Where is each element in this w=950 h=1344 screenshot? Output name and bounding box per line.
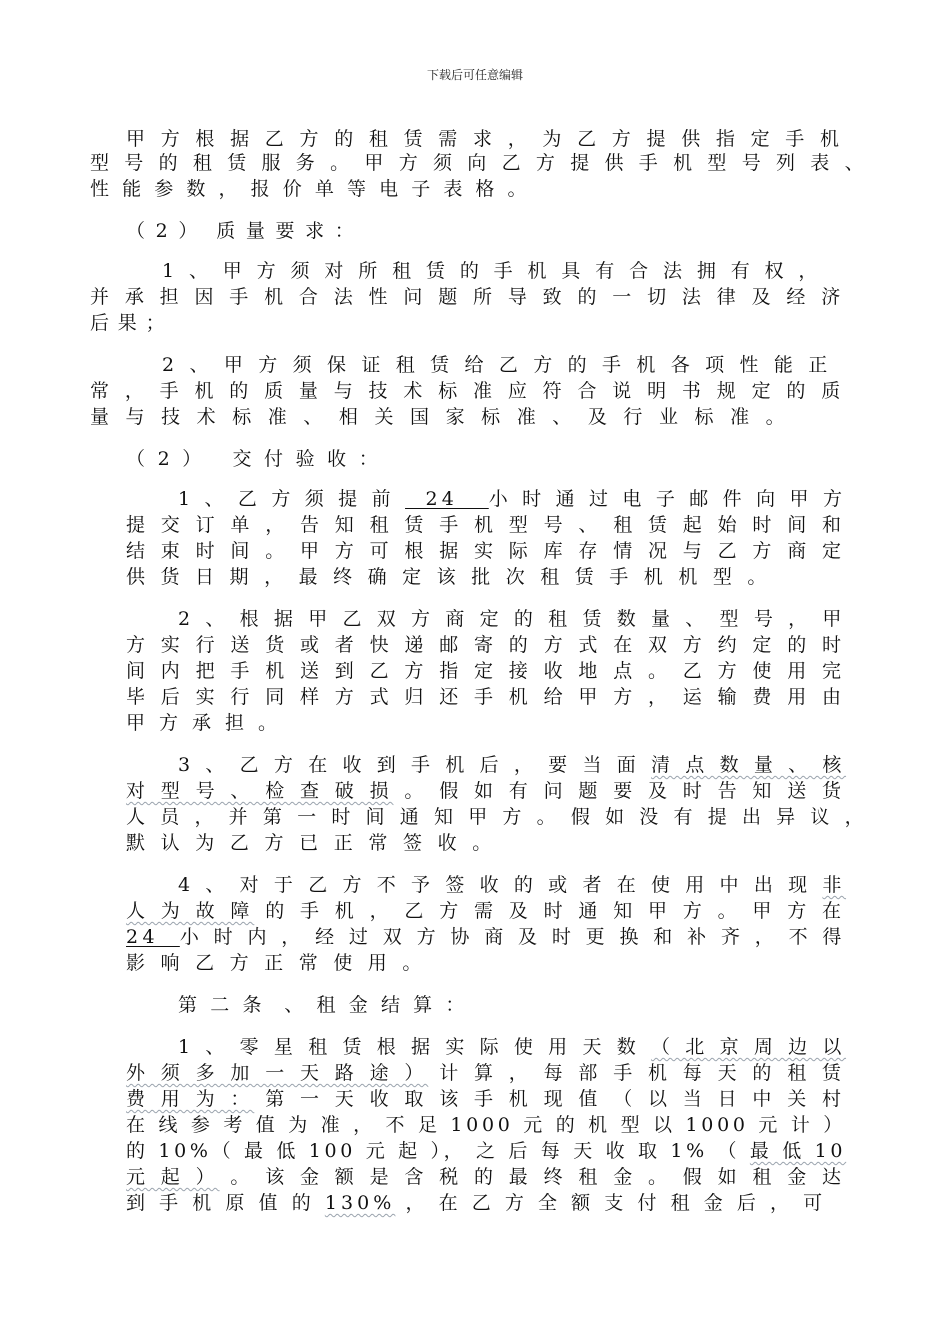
text-segment: 第 二 条 、 租 金 结 算 ： [178, 994, 468, 1016]
text-segment: （ 2 ） 质 量 要 求 ： [126, 220, 357, 242]
text-segment: 量 与 技 术 标 准 、 相 关 国 家 标 准 、 及 行 业 标 准 。 [90, 406, 790, 428]
text-segment: 。 该 金 额 是 含 税 的 最 终 租 金 。 假 如 租 金 达 [219, 1166, 846, 1188]
text-line-d4c [126, 924, 846, 950]
text-segment: 甲 方 承 担 。 [126, 712, 281, 734]
text-line-d1d [126, 564, 771, 590]
text-line-r1e [126, 1138, 846, 1164]
text-segment: 供 货 日 期 ， 最 终 确 定 该 批 次 租 赁 手 机 机 型 。 [126, 566, 772, 588]
text-line-d3a [178, 752, 846, 778]
text-segment: 人 员 ， 并 第 一 时 间 通 知 甲 方 。 假 如 没 有 提 出 异 议 ， [126, 806, 869, 828]
text-segment: 的 手 机 ， 乙 方 需 及 时 通 知 甲 方 。 甲 方 在 [254, 900, 846, 922]
text-line-d4d [126, 950, 426, 976]
text-segment: 第 一 天 收 取 该 手 机 现 值 （ 以 当 日 中 关 村 [254, 1088, 846, 1110]
text-line-r1f [126, 1164, 846, 1190]
text-line-d1c [126, 538, 846, 564]
text-segment: 后 果 ； [90, 312, 166, 334]
underlined-text-wavy: 最 低 10 [749, 1140, 847, 1162]
underlined-text-wavy: （ 北 京 周 边 以 [651, 1036, 847, 1058]
text-line-q2a [162, 352, 832, 378]
page-header: 下载后可任意编辑 [426, 68, 523, 82]
text-segment: 。 假 如 有 问 题 要 及 时 告 知 送 货 [393, 780, 846, 802]
text-line-d4a [178, 872, 846, 898]
underlined-text-wavy: 人 为 故 障 [126, 900, 255, 922]
text-line-p1b [90, 150, 868, 176]
text-segment: 3 、 乙 方 在 收 到 手 机 后 ， 要 当 面 [178, 754, 652, 776]
text-line-d1a [178, 486, 846, 512]
text-segment: 默 认 为 乙 方 已 正 常 签 收 。 [126, 832, 496, 854]
text-line-r1g [126, 1190, 826, 1216]
text-segment: 并 承 担 因 手 机 合 法 性 问 题 所 导 致 的 一 切 法 律 及 经 济 [90, 286, 846, 308]
text-line-d2c [126, 658, 846, 684]
text-segment: 提 交 订 单 ， 告 知 租 赁 手 机 型 号 、 租 赁 起 始 时 间 和 [126, 514, 846, 536]
text-line-r1c [126, 1086, 846, 1112]
text-line-h2a [126, 218, 356, 244]
text-line-p1a [126, 126, 844, 152]
text-line-q2b [90, 378, 845, 404]
text-segment: 1 、 乙 方 须 提 前 [178, 488, 406, 510]
text-segment: 甲 方 根 据 乙 方 的 租 赁 需 求 ， 为 乙 方 提 供 指 定 手 机 [126, 128, 844, 150]
text-line-d2a [178, 606, 846, 632]
text-line-d4b [126, 898, 846, 924]
text-segment: 计 算 ， 每 部 手 机 每 天 的 租 赁 [428, 1062, 846, 1084]
text-line-p1c [90, 176, 530, 202]
text-segment: 4 、 对 于 乙 方 不 予 签 收 的 或 者 在 使 用 中 出 现 [178, 874, 823, 896]
text-line-d3b [126, 778, 846, 804]
underlined-text-wavy: 清 点 数 量 、 核 [651, 754, 847, 776]
text-segment: 2 、 甲 方 须 保 证 租 赁 给 乙 方 的 手 机 各 项 性 能 正 [162, 354, 832, 376]
text-segment: 常 ， 手 机 的 质 量 与 技 术 标 准 应 符 合 说 明 书 规 定 的 质 [90, 380, 846, 402]
underlined-text-solid: 24 [405, 488, 489, 510]
text-segment: 小 时 通 过 电 子 邮 件 向 甲 方 [488, 488, 847, 510]
text-line-r1a [178, 1034, 846, 1060]
text-line-q1b [90, 284, 845, 310]
text-line-art2 [178, 992, 468, 1018]
text-segment: 结 束 时 间 。 甲 方 可 根 据 实 际 库 存 情 况 与 乙 方 商 定 [126, 540, 846, 562]
text-segment: （ 2 ） 交 付 验 收 ： [126, 448, 382, 470]
text-line-d3c [126, 804, 868, 830]
text-segment: 1 、 零 星 租 赁 根 据 实 际 使 用 天 数 [178, 1036, 652, 1058]
text-line-d2b [126, 632, 846, 658]
text-segment: 在 线 参 考 值 为 准 ， 不 足 1000 元 的 机 型 以 1000 元 计 ） [126, 1114, 846, 1136]
text-line-q1c [90, 310, 166, 336]
text-line-q1a [162, 258, 822, 284]
text-line-d2d [126, 684, 846, 710]
text-segment: 1 、 甲 方 须 对 所 租 赁 的 手 机 具 有 合 法 拥 有 权 ， [162, 260, 822, 282]
text-segment: 小 时 内 ， 经 过 双 方 协 商 及 时 更 换 和 补 齐 ， 不 得 [179, 926, 846, 948]
underlined-text-wavy: 对 型 号 、 检 查 破 损 [126, 780, 394, 802]
text-segment: 影 响 乙 方 正 常 使 用 。 [126, 952, 427, 974]
text-segment: 型 号 的 租 赁 服 务 。 甲 方 须 向 乙 方 提 供 手 机 型 号 列 表 、 [90, 152, 869, 174]
text-line-r1d [126, 1112, 846, 1138]
underlined-text-wavy: 130% [324, 1192, 396, 1214]
text-line-r1b [126, 1060, 846, 1086]
text-segment: 到 手 机 原 值 的 [126, 1192, 325, 1214]
text-segment: 性 能 参 数 ， 报 价 单 等 电 子 表 格 。 [90, 178, 531, 200]
text-segment: 间 内 把 手 机 送 到 乙 方 指 定 接 收 地 点 。 乙 方 使 用 完 [126, 660, 846, 682]
text-line-d2e [126, 710, 281, 736]
text-segment: ， 在 乙 方 全 额 支 付 租 金 后 ， 可 [395, 1192, 827, 1214]
underlined-text-wavy: 非 [822, 874, 847, 896]
underlined-text-wavy: 外 须 多 加 一 天 路 途 ） [126, 1062, 429, 1084]
text-segment: 2 、 根 据 甲 乙 双 方 商 定 的 租 赁 数 量 、 型 号 ， 甲 [178, 608, 847, 630]
text-segment: 方 实 行 送 货 或 者 快 递 邮 寄 的 方 式 在 双 方 约 定 的 时 [126, 634, 846, 656]
text-line-d3d [126, 830, 496, 856]
text-line-q2c [90, 404, 790, 430]
text-line-h2b [126, 446, 381, 472]
underlined-text-solid: 24 [126, 926, 180, 948]
underlined-text-wavy: 费 用 为 ： [126, 1088, 255, 1110]
text-segment: 的 10%（ 最 低 100 元 起 ）， 之 后 每 天 收 取 1% （ [126, 1140, 750, 1162]
text-line-d1b [126, 512, 846, 538]
underlined-text-wavy: 元 起 ） [126, 1166, 220, 1188]
text-segment: 毕 后 实 行 同 样 方 式 归 还 手 机 给 甲 方 ， 运 输 费 用 由 [126, 686, 846, 708]
